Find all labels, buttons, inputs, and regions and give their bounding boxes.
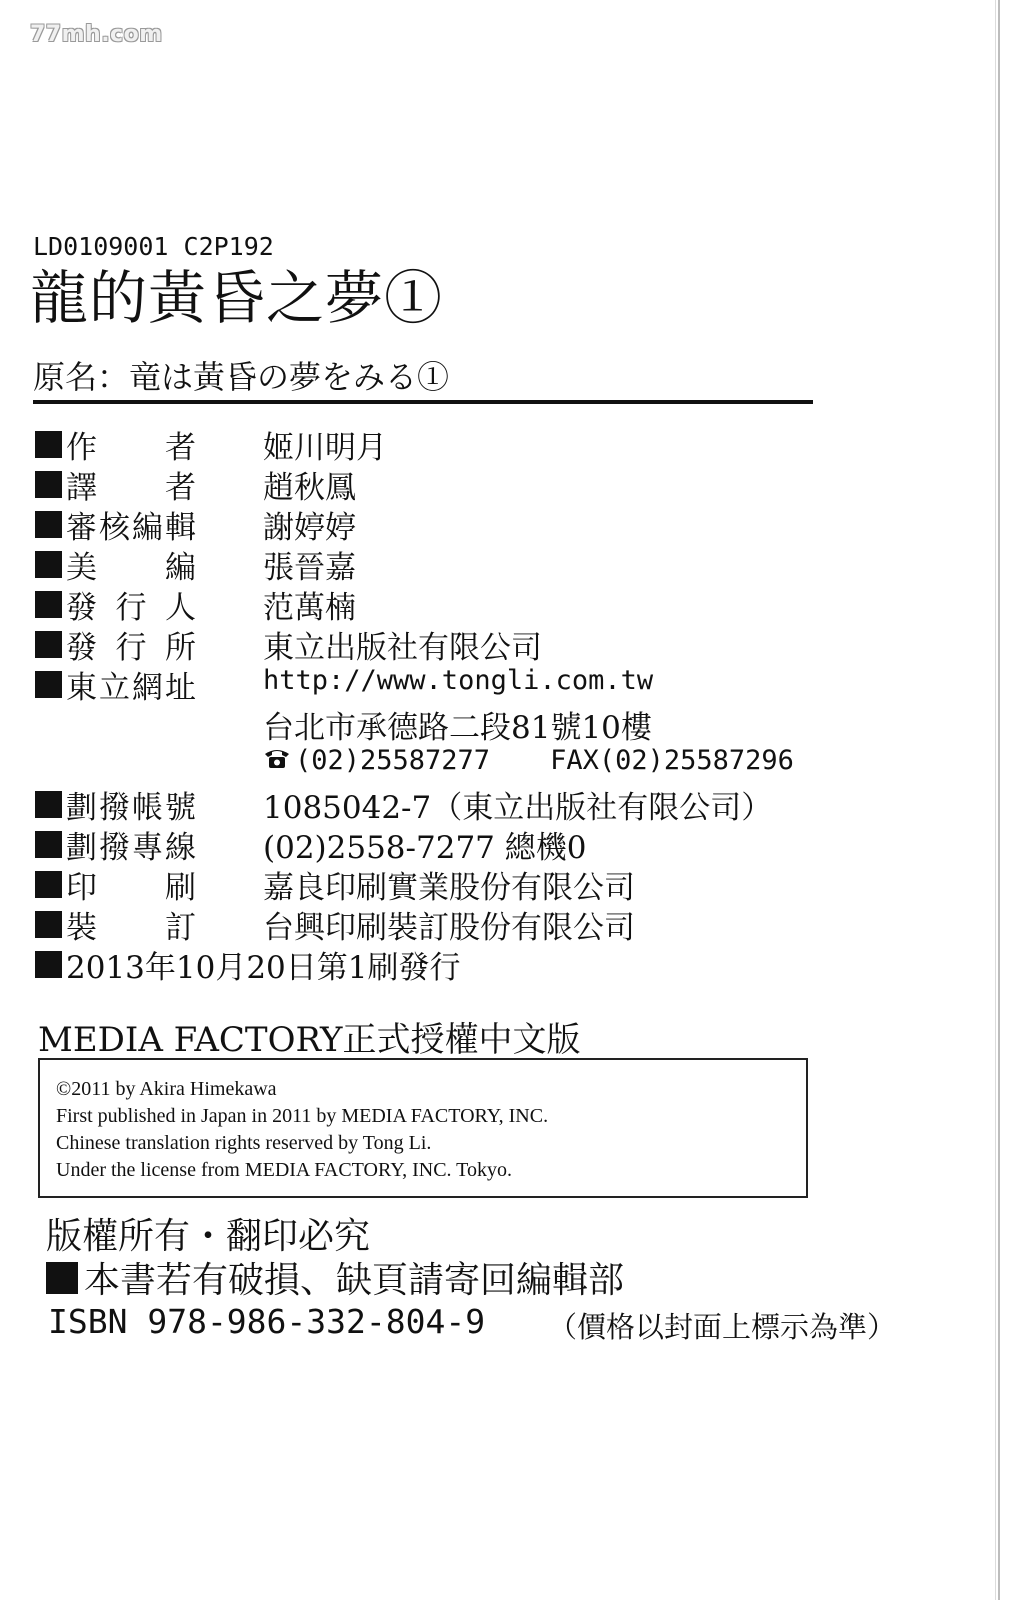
copyright-line: ©2011 by Akira Himekawa xyxy=(56,1078,277,1100)
address-row xyxy=(35,702,835,746)
credit-value: 嘉良印刷實業股份有限公司 xyxy=(263,870,635,906)
credit-row-binding xyxy=(35,902,835,946)
credit-label: 美 編 xyxy=(66,550,196,586)
credit-value: 東立出版社有限公司 xyxy=(263,630,542,666)
damage-notice-row xyxy=(46,1252,624,1303)
isbn: ISBN 978-986-332-804-9 xyxy=(48,1302,486,1341)
credit-row-website xyxy=(35,662,835,706)
credit-value: 台興印刷裝訂股份有限公司 xyxy=(263,910,635,946)
credit-value: 張晉嘉 xyxy=(263,550,356,586)
original-title: 原名：竜は黃昏の夢をみる① xyxy=(33,358,450,396)
credit-label: 審核編輯 xyxy=(66,510,196,546)
telephone-icon xyxy=(263,745,295,776)
credit-label: 作 者 xyxy=(66,430,196,466)
bullet-square xyxy=(35,791,62,818)
page-edge xyxy=(998,0,1000,1600)
page-edge-inner xyxy=(995,0,996,1600)
publish-date: 2013年10月20日第1刷發行 xyxy=(66,950,461,986)
credit-row-publisher xyxy=(35,582,835,626)
credit-value: 范萬楠 xyxy=(263,590,356,626)
credit-row-designer xyxy=(35,542,835,586)
damage-notice: 本書若有破損、缺頁請寄回編輯部 xyxy=(84,1260,625,1301)
address: 台北市承德路二段81號10樓 xyxy=(263,710,652,746)
rights-reserved: 版權所有・翻印必究 xyxy=(46,1216,371,1257)
bullet-square xyxy=(35,631,62,658)
bullet-square xyxy=(35,471,62,498)
credit-label: 東立網址 xyxy=(66,670,196,706)
credit-row-author xyxy=(35,422,835,466)
credit-row-giro-account xyxy=(35,782,835,826)
bullet-square xyxy=(35,431,62,458)
book-title: 龍的黃昏之夢① xyxy=(30,264,444,332)
bullet-square xyxy=(35,551,62,578)
watermark-logo: 77mh.com xyxy=(30,22,163,47)
phone-number: (02)25587277 xyxy=(295,745,491,776)
credit-label: 發行所 xyxy=(66,630,196,666)
bullet-square xyxy=(35,951,62,978)
authorization-statement: MEDIA FACTORY正式授權中文版 xyxy=(38,1020,581,1060)
credit-label: 劃撥專線 xyxy=(66,830,196,866)
bullet-square xyxy=(35,671,62,698)
credit-row-translator xyxy=(35,462,835,506)
credit-value: 趙秋鳳 xyxy=(263,470,356,506)
credit-label: 劃撥帳號 xyxy=(66,790,196,826)
catalog-code: LD0109001 C2P192 xyxy=(33,232,274,261)
credit-row-publishing-house xyxy=(35,622,835,666)
website-url: http://www.tongli.com.tw xyxy=(263,665,654,696)
bullet-square xyxy=(35,831,62,858)
credit-row-editor xyxy=(35,502,835,546)
credit-value: 1085042-7（東立出版社有限公司） xyxy=(263,790,773,826)
credit-label: 譯 者 xyxy=(66,470,196,506)
bullet-square xyxy=(46,1262,78,1294)
copyright-line: First published in Japan in 2011 by MEDIA FACTORY, INC. xyxy=(56,1105,549,1127)
copyright-line: Under the license from MEDIA FACTORY, INC. Tokyo. xyxy=(56,1159,512,1181)
credit-label: 發行人 xyxy=(66,590,196,626)
bullet-square xyxy=(35,511,62,538)
credit-row-printing xyxy=(35,862,835,906)
publish-date-row xyxy=(35,942,835,986)
fax-number: FAX(02)25587296 xyxy=(550,745,794,776)
credits-block xyxy=(35,422,835,986)
bullet-square xyxy=(35,911,62,938)
bullet-square xyxy=(35,591,62,618)
credit-value: 謝婷婷 xyxy=(263,510,356,546)
copyright-box xyxy=(38,1058,808,1198)
phone-row xyxy=(35,742,835,782)
copyright-line: Chinese translation rights reserved by Tong Li. xyxy=(56,1132,432,1154)
title-divider xyxy=(33,400,813,404)
credit-value: 姬川明月 xyxy=(263,430,387,466)
price-note: （價格以封面上標示為準） xyxy=(548,1310,897,1344)
bullet-square xyxy=(35,871,62,898)
credit-label: 裝 訂 xyxy=(66,910,196,946)
credit-value: (02)2558-7277 總機0 xyxy=(263,830,587,866)
credit-label: 印 刷 xyxy=(66,870,196,906)
credit-row-giro-line xyxy=(35,822,835,866)
